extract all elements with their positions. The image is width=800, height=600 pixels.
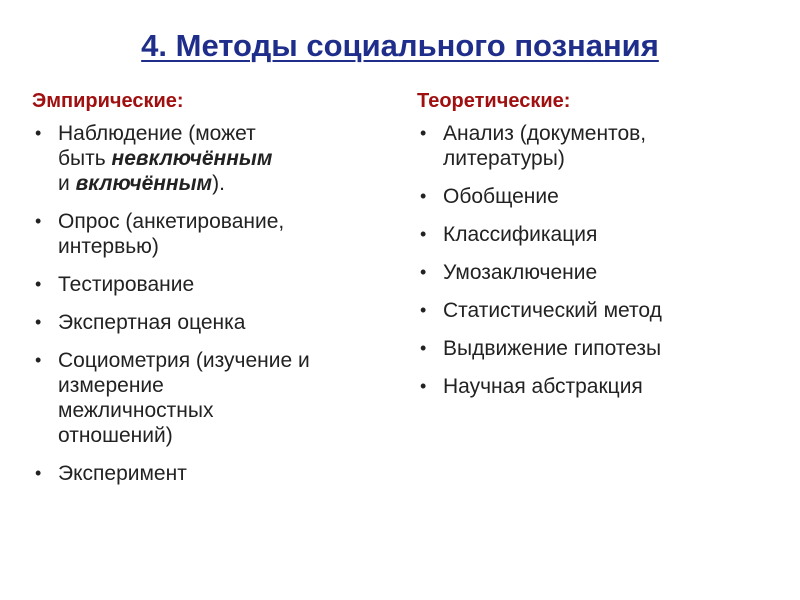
item-text: Умозаключение — [443, 261, 598, 284]
list-item-testing — [32, 272, 397, 297]
list-item-observation — [32, 121, 397, 196]
item-text: Опрос (анкетирование, — [58, 210, 285, 233]
item-text: Статистический метод — [443, 299, 662, 322]
item-text: быть — [58, 147, 112, 170]
bullet-icon: • — [35, 312, 42, 332]
item-text: ). — [212, 172, 225, 195]
item-text: Выдвижение гипотезы — [443, 337, 662, 360]
item-text: Социометрия (изучение и — [58, 349, 310, 372]
emphasis-text: включённым — [75, 172, 213, 195]
bullet-icon: • — [420, 338, 427, 358]
item-text: Классификация — [443, 223, 598, 246]
bullet-icon: • — [35, 463, 42, 483]
empirical-column — [32, 88, 397, 499]
bullet-icon: • — [420, 376, 427, 396]
list-item-inference — [417, 260, 787, 285]
item-text: интервью) — [58, 235, 159, 258]
bullet-icon: • — [420, 300, 427, 320]
item-text: Экспертная оценка — [58, 311, 246, 334]
bullet-icon: • — [35, 350, 42, 370]
item-text: Научная абстракция — [443, 375, 643, 398]
item-text: измерение — [58, 374, 164, 397]
empirical-heading: Эмпирические: — [32, 90, 184, 112]
slide-title: 4. Методы социального познания — [141, 28, 659, 63]
theoretical-column — [417, 88, 787, 412]
bullet-icon: • — [35, 274, 42, 294]
item-text: отношений) — [58, 424, 173, 447]
bullet-icon: • — [35, 211, 42, 231]
bullet-icon: • — [420, 186, 427, 206]
item-text: Эксперимент — [58, 462, 187, 485]
list-item-analysis — [417, 121, 787, 171]
item-text: Наблюдение (может — [58, 122, 256, 145]
list-item-expert-assessment — [32, 310, 397, 335]
list-item-hypothesis — [417, 336, 787, 361]
theoretical-list — [417, 121, 787, 399]
list-item-generalization — [417, 184, 787, 209]
list-item-sociometry — [32, 348, 397, 448]
item-text: и — [58, 172, 76, 195]
list-item-survey — [32, 209, 397, 259]
theoretical-heading: Теоретические: — [417, 90, 571, 112]
bullet-icon: • — [420, 224, 427, 244]
list-item-abstraction — [417, 374, 787, 399]
bullet-icon: • — [420, 262, 427, 282]
bullet-icon: • — [35, 123, 42, 143]
item-text: Тестирование — [58, 273, 195, 296]
bullet-icon: • — [420, 123, 427, 143]
emphasis-text: невключённым — [111, 147, 273, 170]
item-text: Анализ (документов, — [443, 122, 647, 145]
list-item-statistical-method — [417, 298, 787, 323]
item-text: межличностных — [58, 399, 214, 422]
item-text: литературы) — [443, 147, 565, 170]
empirical-list — [32, 121, 397, 486]
list-item-experiment — [32, 461, 397, 486]
item-text: Обобщение — [443, 185, 559, 208]
list-item-classification — [417, 222, 787, 247]
